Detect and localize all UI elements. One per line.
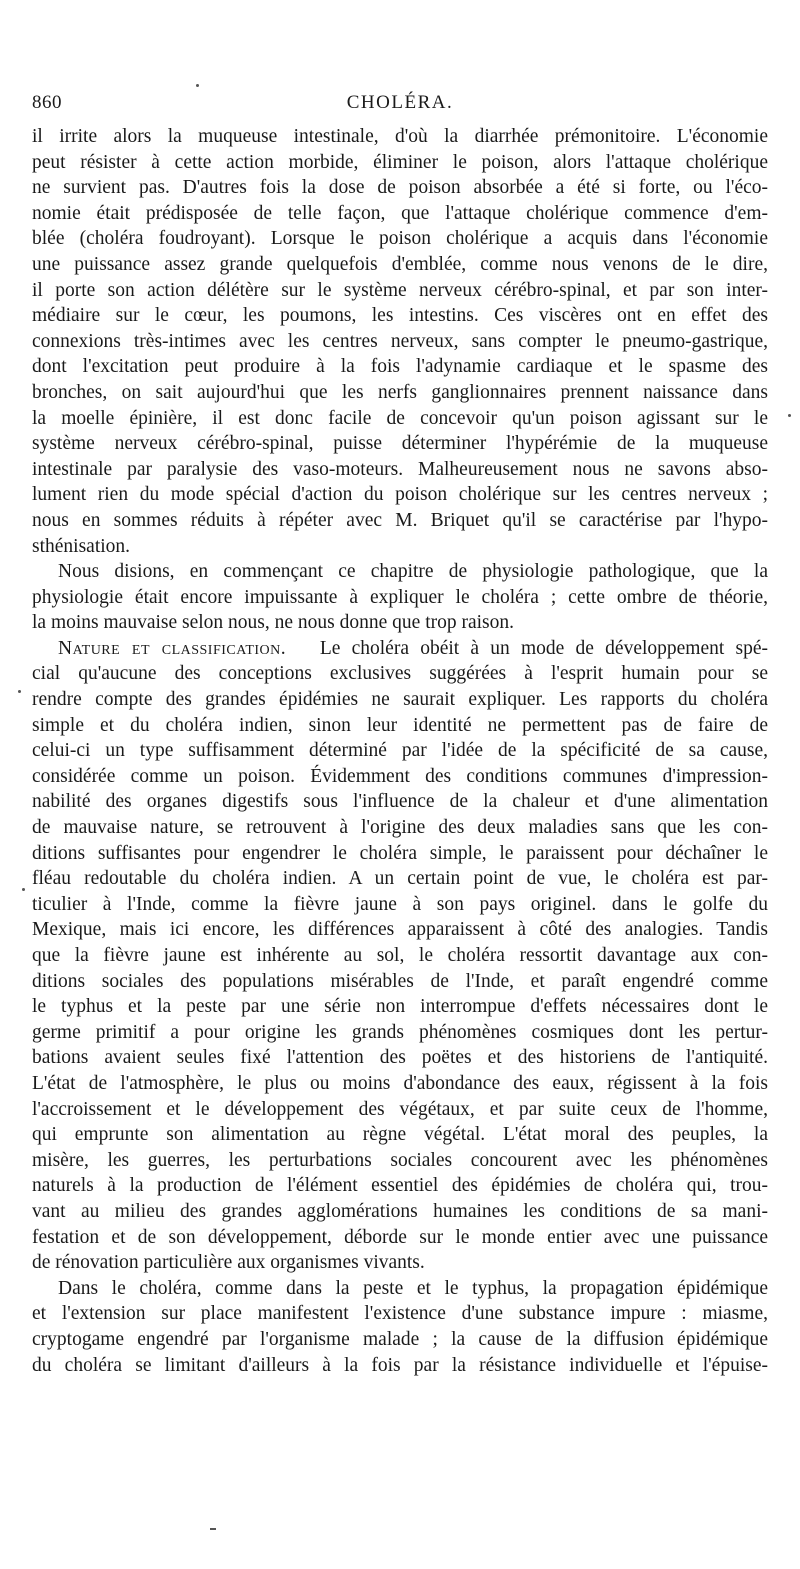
text-line: festation et de son développement, déborde sur le monde entier avec une puissance (32, 1226, 768, 1248)
text-line: connexions très-intimes avec les centres nerveux, sans compter le pneumo-gastrique, (32, 330, 768, 352)
text-line: ditions sociales des populations misérables de l'Inde, et paraît engendré comme (32, 970, 768, 992)
text-line: du choléra se limitant d'ailleurs à la fois par la résistance individuelle et l'épuise- (32, 1354, 768, 1376)
text-line: système nerveux cérébro-spinal, puisse déterminer l'hypérémie de la muqueuse (32, 433, 768, 455)
text-line: vant au milieu des grandes agglomérations humaines les conditions de sa mani- (32, 1200, 768, 1222)
text-line: il porte son action délétère sur le système nerveux cérébro-spinal, et par son inter- (32, 279, 768, 301)
text-line: Dans le choléra, comme dans la peste et le typhus, la propagation épidémique (58, 1277, 768, 1299)
text-line: naturels à la production de l'élément essentiel des épidémies de choléra qui, trou- (32, 1175, 768, 1197)
text-line: de mauvaise nature, se retrouvent à l'origine des deux maladies sans que les con- (32, 817, 768, 839)
text-line: blée (choléra foudroyant). Lorsque le poison cholérique a acquis dans l'économie (32, 228, 768, 250)
text-line: médiaire sur le cœur, les poumons, les intestins. Ces viscères ont en effet des (32, 305, 768, 327)
text-line: bations avaient seules fixé l'attention des poëtes et des historiens de l'antiquité. (32, 1047, 768, 1069)
scan-speck (210, 1528, 216, 1530)
text-line: qui emprunte son alimentation au règne végétal. L'état moral des peuples, la (32, 1124, 768, 1146)
text-line: Mexique, mais ici encore, les différences apparaissent à côté des analogies. Tandis (32, 919, 768, 941)
text-line: L'état de l'atmosphère, le plus ou moins d'abondance des eaux, régissent à la fois (32, 1072, 768, 1094)
text-line: bronches, on sait aujourd'hui que les nerfs ganglionnaires prennent naissance dans (32, 381, 768, 403)
text-line: misère, les guerres, les perturbations sociales concourent avec les phénomènes (32, 1149, 768, 1171)
text-line: la moins mauvaise selon nous, ne nous donne que trop raison. (32, 612, 515, 634)
text-line: il irrite alors la muqueuse intestinale, d'où la diarrhée prémonitoire. L'économie (32, 126, 768, 147)
text-line: de rénovation particulière aux organismes vivants. (32, 1252, 425, 1274)
text-line: celui-ci un type suffisamment déterminé par l'idée de la spécificité de sa cause, (32, 740, 768, 762)
text-line: cial qu'aucune des conceptions exclusives suggérées à l'esprit humain pour se (32, 663, 768, 685)
paragraph-2 (32, 559, 768, 636)
text-line: lument rien du mode spécial d'action du poison cholérique sur les centres nerveux ; (32, 484, 768, 506)
page-number: 860 (32, 92, 62, 113)
paragraph-1 (32, 124, 768, 559)
text-line: et l'extension sur place manifestent l'existence d'une substance impure : miasme, (32, 1303, 768, 1325)
scan-speck (196, 84, 199, 87)
text-line: ne survient pas. D'autres fois la dose de poison absorbée a été si forte, ou l'éco- (32, 177, 768, 199)
text-line: considérée comme un poison. Évidemment des conditions communes d'impression- (32, 765, 768, 787)
text-line: fléau redoutable du choléra indien. A un certain point de vue, le choléra est par- (32, 868, 768, 890)
section-first-line-text: Le choléra obéit à un mode de développement spé- (319, 637, 768, 659)
text-line: intestinale par paralysie des vaso-moteurs. Malheureusement nous ne savons abso- (32, 458, 768, 480)
scan-speck (788, 414, 791, 417)
section-first-line (32, 636, 768, 662)
paragraph-4 (32, 1276, 768, 1378)
text-line: cryptogame engendré par l'organisme malade ; la cause de la diffusion épidémique (32, 1328, 768, 1350)
scan-speck (22, 888, 25, 891)
section-heading: Nature et classification. (58, 637, 287, 659)
text-line: ditions suffisantes pour engendrer le choléra simple, le paraissent pour déchaîner le (32, 842, 768, 864)
running-title: CHOLÉRA. (346, 92, 454, 113)
scan-speck (18, 690, 21, 693)
book-page (32, 88, 768, 1378)
text-line: peut résister à cette action morbide, éliminer le poison, alors l'attaque cholérique (32, 151, 768, 173)
text-line: l'accroissement et le développement des végétaux, et par suite ceux de l'homme, (32, 1098, 768, 1120)
text-line: le typhus et la peste par une série non interrompue d'effets nécessaires dont le (32, 996, 768, 1018)
text-line: Nous disions, en commençant ce chapitre de physiologie pathologique, que la (58, 561, 768, 583)
text-line: rendre compte des grandes épidémies ne saurait expliquer. Les rapports du choléra (32, 689, 768, 711)
paragraph-3 (32, 636, 768, 1276)
running-head (32, 88, 768, 124)
text-line: germe primitif a pour origine les grands phénomènes cosmiques dont les pertur- (32, 1021, 768, 1043)
text-line: physiologie était encore impuissante à expliquer le choléra ; cette ombre de théorie, (32, 586, 768, 608)
text-line: simple et du choléra indien, sinon leur identité ne permettent pas de faire de (32, 714, 768, 736)
text-line: nomie était prédisposée de telle façon, que l'attaque cholérique commence d'em- (32, 202, 768, 224)
text-line: nous en sommes réduits à répéter avec M. Briquet qu'il se caractérise par l'hypo- (32, 509, 768, 531)
text-line: la moelle épinière, il est donc facile de concevoir qu'un poison agissant sur le (32, 407, 768, 429)
text-line: nabilité des organes digestifs sous l'influence de la chaleur et d'une alimentation (32, 791, 768, 813)
text-line: que la fièvre jaune est inhérente au sol, le choléra ressortit davantage aux con- (32, 945, 768, 966)
text-line: une puissance assez grande quelquefois d'emblée, comme nous venons de le dire, (32, 253, 768, 275)
text-line: sthénisation. (32, 535, 131, 557)
text-line: ticulier à l'Inde, comme la fièvre jaune à son pays originel. dans le golfe du (32, 893, 768, 915)
text-line: dont l'excitation peut produire à la fois l'adynamie cardiaque et le spasme des (32, 356, 768, 378)
